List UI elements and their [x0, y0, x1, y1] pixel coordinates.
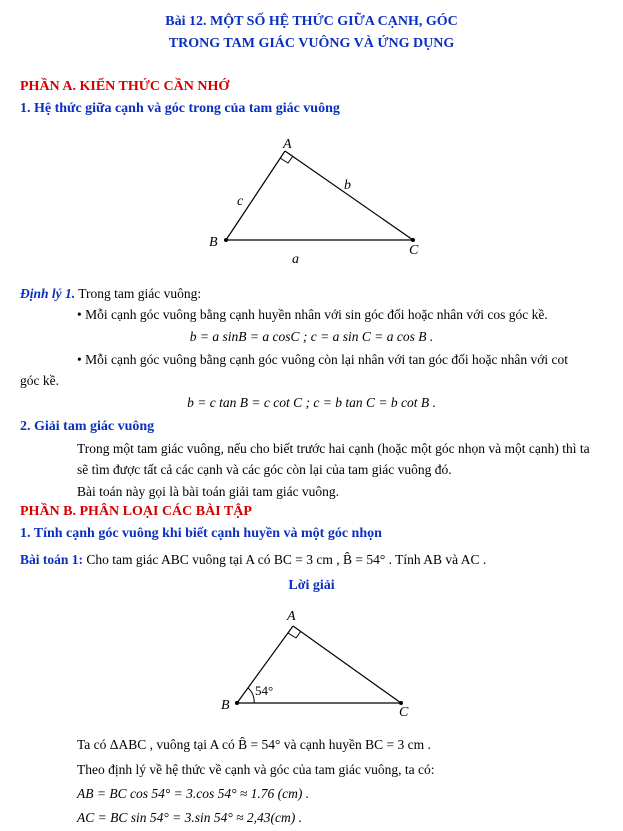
point-c: [411, 238, 415, 242]
label-b: B: [221, 698, 230, 713]
right-angle-mark: [280, 156, 293, 163]
part-a-heading: PHẦN A. KIẾN THỨC CẦN NHỚ: [20, 79, 230, 94]
label-b: B: [209, 235, 218, 250]
angle-arc-b: [248, 688, 254, 703]
page-title-line2: TRONG TAM GIÁC VUÔNG VÀ ỨNG DỤNG: [168, 36, 455, 51]
paragraph-1-line-1: Trong một tam giác vuông, nếu cho biết trước hai cạnh (hoặc một góc nhọn và một cạnh) thì ta: [77, 441, 590, 456]
side-ab: [226, 151, 285, 240]
point-b: [235, 701, 239, 705]
label-a: A: [283, 137, 292, 152]
section-a1-heading: 1. Hệ thức giữa cạnh và góc trong của tam giác vuông: [20, 101, 340, 116]
point-b: [224, 238, 228, 242]
bullet-2-line-2: góc kề.: [20, 373, 59, 388]
label-a: A: [287, 609, 296, 624]
solution-line-4: AC = BC sin 54° = 3.sin 54° ≈ 2,43(cm) .: [77, 810, 303, 825]
label-c: C: [409, 243, 419, 258]
bullet-2-line-1: • Mỗi cạnh góc vuông bằng cạnh góc vuông còn lại nhân với tan góc đối hoặc nhân với cot: [77, 352, 569, 367]
theorem-text: Trong tam giác vuông:: [78, 286, 202, 301]
solution-line-1: Ta có ΔABC , vuông tại A có B̂ = 54° và cạnh huyền BC = 3 cm .: [77, 737, 431, 752]
label-side-c: c: [237, 194, 244, 209]
right-angle-mark: [288, 631, 301, 638]
paragraph-2: Bài toán này gọi là bài toán giải tam giác vuông.: [77, 484, 340, 499]
solution-line-2: Theo định lý về hệ thức về cạnh và góc của tam giác vuông, ta có:: [77, 762, 435, 777]
solution-heading: Lời giải: [288, 578, 335, 593]
triangle-figure-2: [215, 604, 415, 719]
side-ac: [285, 151, 413, 240]
problem-text: Cho tam giác ABC vuông tại A có BC = 3 cm , B̂ = 54° . Tính AB và AC .: [86, 552, 487, 567]
page-title-line1: Bài 12. MỘT SỐ HỆ THỨC GIỮA CẠNH, GÓC: [165, 14, 458, 29]
label-c: C: [399, 705, 409, 719]
label-side-a: a: [292, 252, 299, 267]
section-b1-heading: 1. Tính cạnh góc vuông khi biết cạnh huyền và một góc nhọn: [20, 526, 382, 541]
paragraph-1-line-2: sẽ tìm được tất cả các cạnh và các góc còn lại của tam giác vuông đó.: [77, 462, 452, 477]
problem-label: Bài toán 1:: [20, 552, 84, 567]
theorem-line: [20, 286, 201, 302]
triangle-figure-1: [195, 132, 435, 272]
label-angle-54: 54°: [255, 683, 274, 698]
solution-line-3: AB = BC cos 54° = 3.cos 54° ≈ 1.76 (cm) .: [77, 786, 310, 801]
formula-1: b = a sinB = a cosC ; c = a sin C = a cos B .: [189, 329, 434, 344]
formula-2: b = c tan B = c cot C ; c = b tan C = b cot B .: [187, 395, 436, 410]
section-a2-heading: 2. Giải tam giác vuông: [20, 419, 155, 434]
side-ac: [293, 626, 401, 703]
bullet-1: • Mỗi cạnh góc vuông bằng cạnh huyền nhân với sin góc đối hoặc nhân với cos góc kề.: [77, 307, 548, 322]
problem-line: [20, 552, 486, 568]
label-side-b: b: [344, 178, 351, 193]
part-b-heading: PHẦN B. PHÂN LOẠI CÁC BÀI TẬP: [20, 504, 252, 519]
theorem-label: Định lý 1.: [20, 286, 76, 301]
